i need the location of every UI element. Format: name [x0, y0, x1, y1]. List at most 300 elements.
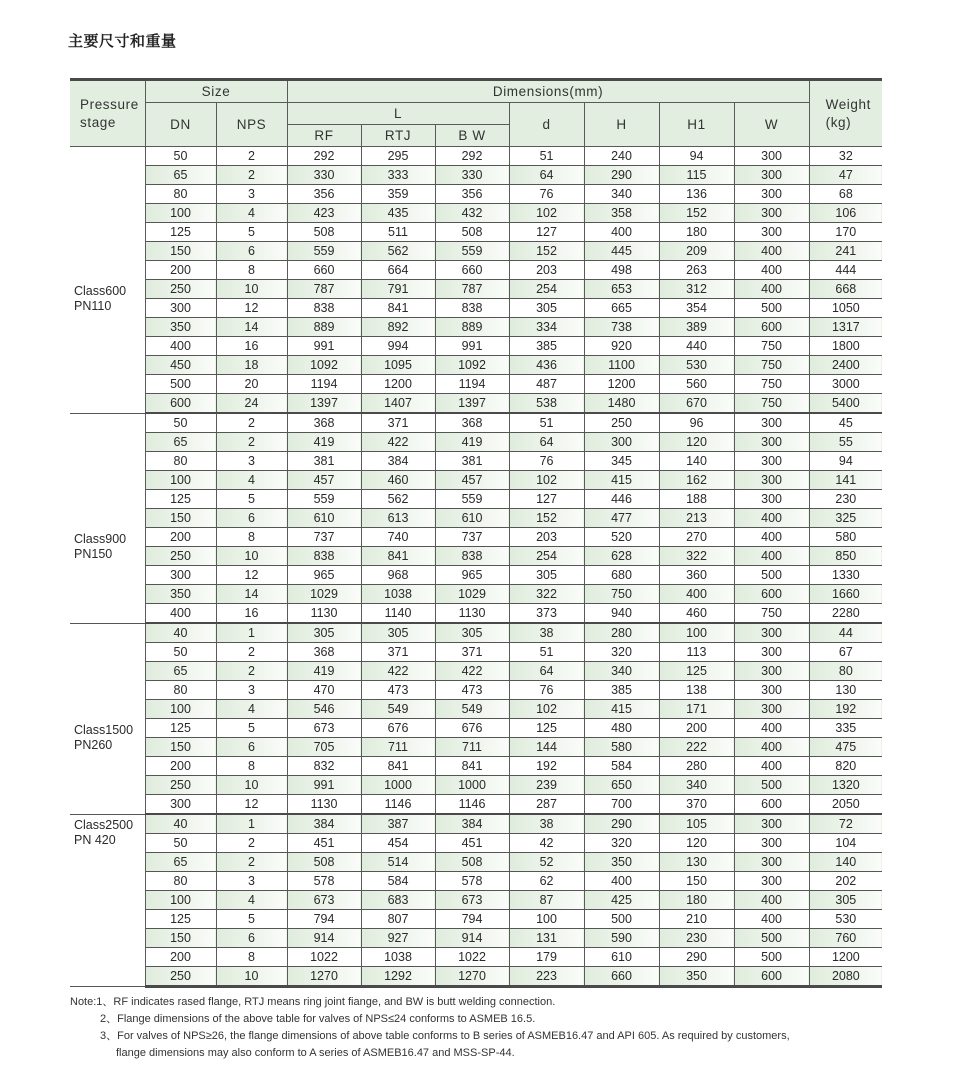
cell-w: 750 [734, 337, 809, 356]
cell-dn: 80 [145, 452, 216, 471]
cell-dn: 500 [145, 375, 216, 394]
cell-w: 300 [734, 643, 809, 662]
cell-h: 1100 [584, 356, 659, 375]
cell-rf: 559 [287, 490, 361, 509]
cell-rtj: 305 [361, 623, 435, 643]
cell-rf: 451 [287, 834, 361, 853]
cell-bw: 1146 [435, 795, 509, 815]
table-body [70, 147, 882, 987]
cell-h1: 140 [659, 452, 734, 471]
cell-h: 1200 [584, 375, 659, 394]
cell-bw: 838 [435, 547, 509, 566]
cell-rtj: 549 [361, 700, 435, 719]
cell-d: 76 [509, 452, 584, 471]
cell-rf: 1130 [287, 604, 361, 624]
cell-rf: 1270 [287, 967, 361, 987]
cell-h: 446 [584, 490, 659, 509]
cell-w: 300 [734, 872, 809, 891]
table-row [70, 318, 882, 337]
cell-rtj: 683 [361, 891, 435, 910]
cell-h: 480 [584, 719, 659, 738]
cell-rf: 368 [287, 643, 361, 662]
table-header [70, 80, 882, 147]
cell-rtj: 295 [361, 147, 435, 166]
cell-h1: 210 [659, 910, 734, 929]
cell-w: 300 [734, 853, 809, 872]
cell-rf: 419 [287, 433, 361, 452]
table-row [70, 929, 882, 948]
cell-nps: 8 [216, 757, 287, 776]
cell-dn: 300 [145, 795, 216, 815]
table-row [70, 738, 882, 757]
cell-nps: 18 [216, 356, 287, 375]
cell-weightkg: 140 [809, 853, 882, 872]
cell-rf: 1130 [287, 795, 361, 815]
cell-w: 600 [734, 967, 809, 987]
cell-d: 42 [509, 834, 584, 853]
cell-h1: 263 [659, 261, 734, 280]
pressure-stage-label: Class2500 PN 420 [74, 818, 134, 848]
cell-rf: 470 [287, 681, 361, 700]
cell-bw: 356 [435, 185, 509, 204]
cell-rf: 889 [287, 318, 361, 337]
cell-h1: 96 [659, 413, 734, 433]
header-bw: B W [435, 125, 509, 147]
cell-rtj: 454 [361, 834, 435, 853]
cell-bw: 787 [435, 280, 509, 299]
cell-w: 300 [734, 662, 809, 681]
dimensions-weight-table [70, 78, 882, 988]
cell-rf: 305 [287, 623, 361, 643]
cell-h1: 213 [659, 509, 734, 528]
cell-d: 76 [509, 681, 584, 700]
cell-h: 1480 [584, 394, 659, 414]
cell-rtj: 892 [361, 318, 435, 337]
cell-d: 51 [509, 147, 584, 166]
cell-rf: 673 [287, 891, 361, 910]
table-row [70, 814, 882, 834]
cell-d: 51 [509, 413, 584, 433]
cell-rtj: 807 [361, 910, 435, 929]
cell-h: 584 [584, 757, 659, 776]
cell-w: 400 [734, 757, 809, 776]
cell-weightkg: 3000 [809, 375, 882, 394]
cell-dn: 65 [145, 433, 216, 452]
cell-dn: 40 [145, 623, 216, 643]
cell-w: 400 [734, 738, 809, 757]
cell-rf: 546 [287, 700, 361, 719]
cell-rtj: 927 [361, 929, 435, 948]
cell-weightkg: 44 [809, 623, 882, 643]
cell-w: 400 [734, 719, 809, 738]
table-row [70, 623, 882, 643]
cell-bw: 451 [435, 834, 509, 853]
cell-h: 940 [584, 604, 659, 624]
cell-h1: 322 [659, 547, 734, 566]
cell-bw: 432 [435, 204, 509, 223]
cell-weightkg: 1660 [809, 585, 882, 604]
cell-weightkg: 202 [809, 872, 882, 891]
cell-rf: 578 [287, 872, 361, 891]
cell-w: 500 [734, 299, 809, 318]
cell-dn: 150 [145, 738, 216, 757]
table-row [70, 528, 882, 547]
cell-nps: 3 [216, 872, 287, 891]
cell-h1: 105 [659, 814, 734, 834]
cell-h1: 138 [659, 681, 734, 700]
cell-rtj: 1095 [361, 356, 435, 375]
cell-nps: 14 [216, 318, 287, 337]
cell-h1: 120 [659, 834, 734, 853]
cell-dn: 50 [145, 834, 216, 853]
cell-dn: 250 [145, 280, 216, 299]
table-row [70, 147, 882, 166]
cell-dn: 50 [145, 643, 216, 662]
table-row [70, 853, 882, 872]
cell-nps: 2 [216, 413, 287, 433]
cell-dn: 600 [145, 394, 216, 414]
cell-dn: 125 [145, 490, 216, 509]
cell-w: 300 [734, 681, 809, 700]
cell-rtj: 841 [361, 547, 435, 566]
cell-rtj: 1140 [361, 604, 435, 624]
cell-h1: 162 [659, 471, 734, 490]
cell-rtj: 562 [361, 490, 435, 509]
cell-rf: 1194 [287, 375, 361, 394]
cell-dn: 65 [145, 853, 216, 872]
pressure-stage-label: Class900 PN150 [74, 531, 127, 561]
note-2: 2、Flange dimensions of the above table for valves of NPS≤24 conforms to ASMEB 16.5. [100, 1013, 536, 1025]
cell-dn: 100 [145, 204, 216, 223]
cell-rtj: 359 [361, 185, 435, 204]
cell-h1: 100 [659, 623, 734, 643]
cell-d: 322 [509, 585, 584, 604]
cell-bw: 381 [435, 452, 509, 471]
cell-h: 350 [584, 853, 659, 872]
page-title: 主要尺寸和重量 [68, 32, 177, 50]
cell-nps: 8 [216, 261, 287, 280]
cell-d: 152 [509, 509, 584, 528]
cell-nps: 10 [216, 776, 287, 795]
cell-h: 400 [584, 223, 659, 242]
cell-rf: 508 [287, 853, 361, 872]
cell-rf: 838 [287, 299, 361, 318]
cell-rtj: 740 [361, 528, 435, 547]
cell-h: 920 [584, 337, 659, 356]
cell-h: 653 [584, 280, 659, 299]
cell-rf: 419 [287, 662, 361, 681]
note-3: 3、For valves of NPS≥26, the flange dimensions of above table conforms to B series of ASMEB16.47 and API 605. As required by customers, [100, 1030, 790, 1042]
cell-h1: 560 [659, 375, 734, 394]
cell-rtj: 711 [361, 738, 435, 757]
table-row [70, 509, 882, 528]
cell-weightkg: 2050 [809, 795, 882, 815]
cell-h1: 171 [659, 700, 734, 719]
cell-h: 425 [584, 891, 659, 910]
cell-d: 87 [509, 891, 584, 910]
cell-d: 102 [509, 204, 584, 223]
cell-weightkg: 1317 [809, 318, 882, 337]
cell-h1: 354 [659, 299, 734, 318]
cell-rf: 457 [287, 471, 361, 490]
cell-w: 750 [734, 375, 809, 394]
cell-dn: 80 [145, 681, 216, 700]
cell-h1: 115 [659, 166, 734, 185]
cell-h1: 389 [659, 318, 734, 337]
cell-nps: 10 [216, 547, 287, 566]
cell-d: 38 [509, 814, 584, 834]
cell-weightkg: 2080 [809, 967, 882, 987]
cell-nps: 2 [216, 147, 287, 166]
table-row [70, 394, 882, 414]
cell-rf: 660 [287, 261, 361, 280]
cell-w: 500 [734, 776, 809, 795]
cell-dn: 125 [145, 910, 216, 929]
cell-bw: 1397 [435, 394, 509, 414]
cell-w: 400 [734, 261, 809, 280]
cell-h1: 150 [659, 872, 734, 891]
cell-rtj: 514 [361, 853, 435, 872]
table-row [70, 413, 882, 433]
table-row [70, 776, 882, 795]
cell-rf: 1092 [287, 356, 361, 375]
cell-bw: 991 [435, 337, 509, 356]
cell-bw: 610 [435, 509, 509, 528]
cell-bw: 673 [435, 891, 509, 910]
cell-dn: 100 [145, 891, 216, 910]
cell-w: 300 [734, 814, 809, 834]
cell-nps: 4 [216, 891, 287, 910]
cell-d: 51 [509, 643, 584, 662]
cell-w: 300 [734, 834, 809, 853]
cell-h1: 460 [659, 604, 734, 624]
cell-bw: 889 [435, 318, 509, 337]
cell-w: 300 [734, 204, 809, 223]
cell-h1: 200 [659, 719, 734, 738]
cell-d: 102 [509, 471, 584, 490]
cell-dn: 80 [145, 872, 216, 891]
cell-rf: 559 [287, 242, 361, 261]
cell-h: 280 [584, 623, 659, 643]
cell-rtj: 1407 [361, 394, 435, 414]
cell-rtj: 1038 [361, 585, 435, 604]
cell-rtj: 387 [361, 814, 435, 834]
cell-w: 300 [734, 452, 809, 471]
cell-d: 192 [509, 757, 584, 776]
cell-w: 500 [734, 929, 809, 948]
cell-w: 600 [734, 318, 809, 337]
cell-d: 287 [509, 795, 584, 815]
cell-rf: 991 [287, 776, 361, 795]
cell-rf: 610 [287, 509, 361, 528]
cell-dn: 300 [145, 299, 216, 318]
cell-h1: 340 [659, 776, 734, 795]
cell-d: 64 [509, 662, 584, 681]
cell-rtj: 384 [361, 452, 435, 471]
cell-dn: 65 [145, 662, 216, 681]
header-dn: DN [145, 103, 216, 147]
table-row [70, 681, 882, 700]
cell-bw: 838 [435, 299, 509, 318]
cell-h: 415 [584, 471, 659, 490]
cell-bw: 305 [435, 623, 509, 643]
cell-bw: 559 [435, 490, 509, 509]
cell-weightkg: 2400 [809, 356, 882, 375]
cell-d: 203 [509, 261, 584, 280]
cell-rtj: 1146 [361, 795, 435, 815]
cell-weightkg: 32 [809, 147, 882, 166]
cell-w: 300 [734, 433, 809, 452]
cell-bw: 1194 [435, 375, 509, 394]
table-row [70, 204, 882, 223]
cell-w: 750 [734, 394, 809, 414]
cell-bw: 473 [435, 681, 509, 700]
cell-d: 102 [509, 700, 584, 719]
cell-bw: 737 [435, 528, 509, 547]
cell-w: 600 [734, 585, 809, 604]
cell-h1: 230 [659, 929, 734, 948]
cell-h1: 270 [659, 528, 734, 547]
cell-rtj: 371 [361, 643, 435, 662]
cell-bw: 330 [435, 166, 509, 185]
table-row [70, 700, 882, 719]
cell-nps: 6 [216, 738, 287, 757]
cell-nps: 10 [216, 967, 287, 987]
cell-dn: 250 [145, 967, 216, 987]
table-row [70, 585, 882, 604]
cell-rtj: 664 [361, 261, 435, 280]
cell-dn: 200 [145, 261, 216, 280]
cell-weightkg: 170 [809, 223, 882, 242]
cell-rf: 368 [287, 413, 361, 433]
cell-bw: 384 [435, 814, 509, 834]
cell-rf: 965 [287, 566, 361, 585]
table-row [70, 433, 882, 452]
cell-h: 477 [584, 509, 659, 528]
table-row [70, 280, 882, 299]
cell-h: 250 [584, 413, 659, 433]
cell-h: 290 [584, 814, 659, 834]
cell-h: 385 [584, 681, 659, 700]
cell-h: 358 [584, 204, 659, 223]
cell-weightkg: 1050 [809, 299, 882, 318]
cell-d: 254 [509, 280, 584, 299]
cell-dn: 50 [145, 147, 216, 166]
cell-d: 52 [509, 853, 584, 872]
cell-rf: 832 [287, 757, 361, 776]
table-row [70, 337, 882, 356]
cell-h: 320 [584, 834, 659, 853]
cell-bw: 1029 [435, 585, 509, 604]
note-3-continued: flange dimensions may also conform to A series of ASMEB16.47 and MSS-SP-44. [116, 1047, 515, 1059]
cell-nps: 3 [216, 185, 287, 204]
cell-bw: 676 [435, 719, 509, 738]
table-row [70, 757, 882, 776]
cell-d: 127 [509, 490, 584, 509]
cell-dn: 80 [145, 185, 216, 204]
cell-h1: 222 [659, 738, 734, 757]
note-1: Note:1、RF indicates rased flange, RTJ means ring joint fiange, and BW is butt welding connection. [70, 996, 556, 1008]
cell-rtj: 584 [361, 872, 435, 891]
cell-d: 64 [509, 166, 584, 185]
cell-rtj: 562 [361, 242, 435, 261]
cell-rf: 737 [287, 528, 361, 547]
cell-w: 300 [734, 471, 809, 490]
cell-h: 400 [584, 872, 659, 891]
cell-weightkg: 72 [809, 814, 882, 834]
cell-nps: 4 [216, 471, 287, 490]
cell-rtj: 473 [361, 681, 435, 700]
cell-weightkg: 68 [809, 185, 882, 204]
cell-w: 300 [734, 147, 809, 166]
cell-dn: 250 [145, 547, 216, 566]
cell-h1: 130 [659, 853, 734, 872]
cell-h: 415 [584, 700, 659, 719]
cell-h: 660 [584, 967, 659, 987]
cell-d: 305 [509, 566, 584, 585]
cell-rf: 423 [287, 204, 361, 223]
cell-d: 436 [509, 356, 584, 375]
cell-rtj: 791 [361, 280, 435, 299]
cell-weightkg: 325 [809, 509, 882, 528]
header-w: W [734, 103, 809, 147]
cell-h: 445 [584, 242, 659, 261]
cell-weightkg: 1320 [809, 776, 882, 795]
cell-h1: 94 [659, 147, 734, 166]
cell-bw: 422 [435, 662, 509, 681]
cell-d: 223 [509, 967, 584, 987]
cell-h: 520 [584, 528, 659, 547]
cell-bw: 711 [435, 738, 509, 757]
cell-dn: 200 [145, 948, 216, 967]
cell-dn: 100 [145, 471, 216, 490]
cell-w: 400 [734, 910, 809, 929]
cell-rtj: 422 [361, 433, 435, 452]
cell-h1: 290 [659, 948, 734, 967]
cell-h1: 360 [659, 566, 734, 585]
cell-rf: 838 [287, 547, 361, 566]
cell-w: 600 [734, 795, 809, 815]
cell-nps: 1 [216, 623, 287, 643]
cell-dn: 100 [145, 700, 216, 719]
cell-bw: 371 [435, 643, 509, 662]
cell-h: 590 [584, 929, 659, 948]
header-rf: RF [287, 125, 361, 147]
cell-nps: 5 [216, 490, 287, 509]
cell-dn: 125 [145, 223, 216, 242]
cell-h: 628 [584, 547, 659, 566]
cell-h1: 136 [659, 185, 734, 204]
cell-d: 127 [509, 223, 584, 242]
cell-nps: 4 [216, 700, 287, 719]
table-row [70, 967, 882, 987]
table-row [70, 834, 882, 853]
cell-nps: 3 [216, 452, 287, 471]
cell-w: 300 [734, 490, 809, 509]
cell-dn: 300 [145, 566, 216, 585]
cell-h: 240 [584, 147, 659, 166]
cell-bw: 965 [435, 566, 509, 585]
cell-bw: 841 [435, 757, 509, 776]
cell-nps: 2 [216, 853, 287, 872]
cell-rf: 508 [287, 223, 361, 242]
cell-weightkg: 760 [809, 929, 882, 948]
cell-w: 300 [734, 623, 809, 643]
cell-weightkg: 55 [809, 433, 882, 452]
cell-h: 650 [584, 776, 659, 795]
cell-h1: 113 [659, 643, 734, 662]
cell-weightkg: 2280 [809, 604, 882, 624]
